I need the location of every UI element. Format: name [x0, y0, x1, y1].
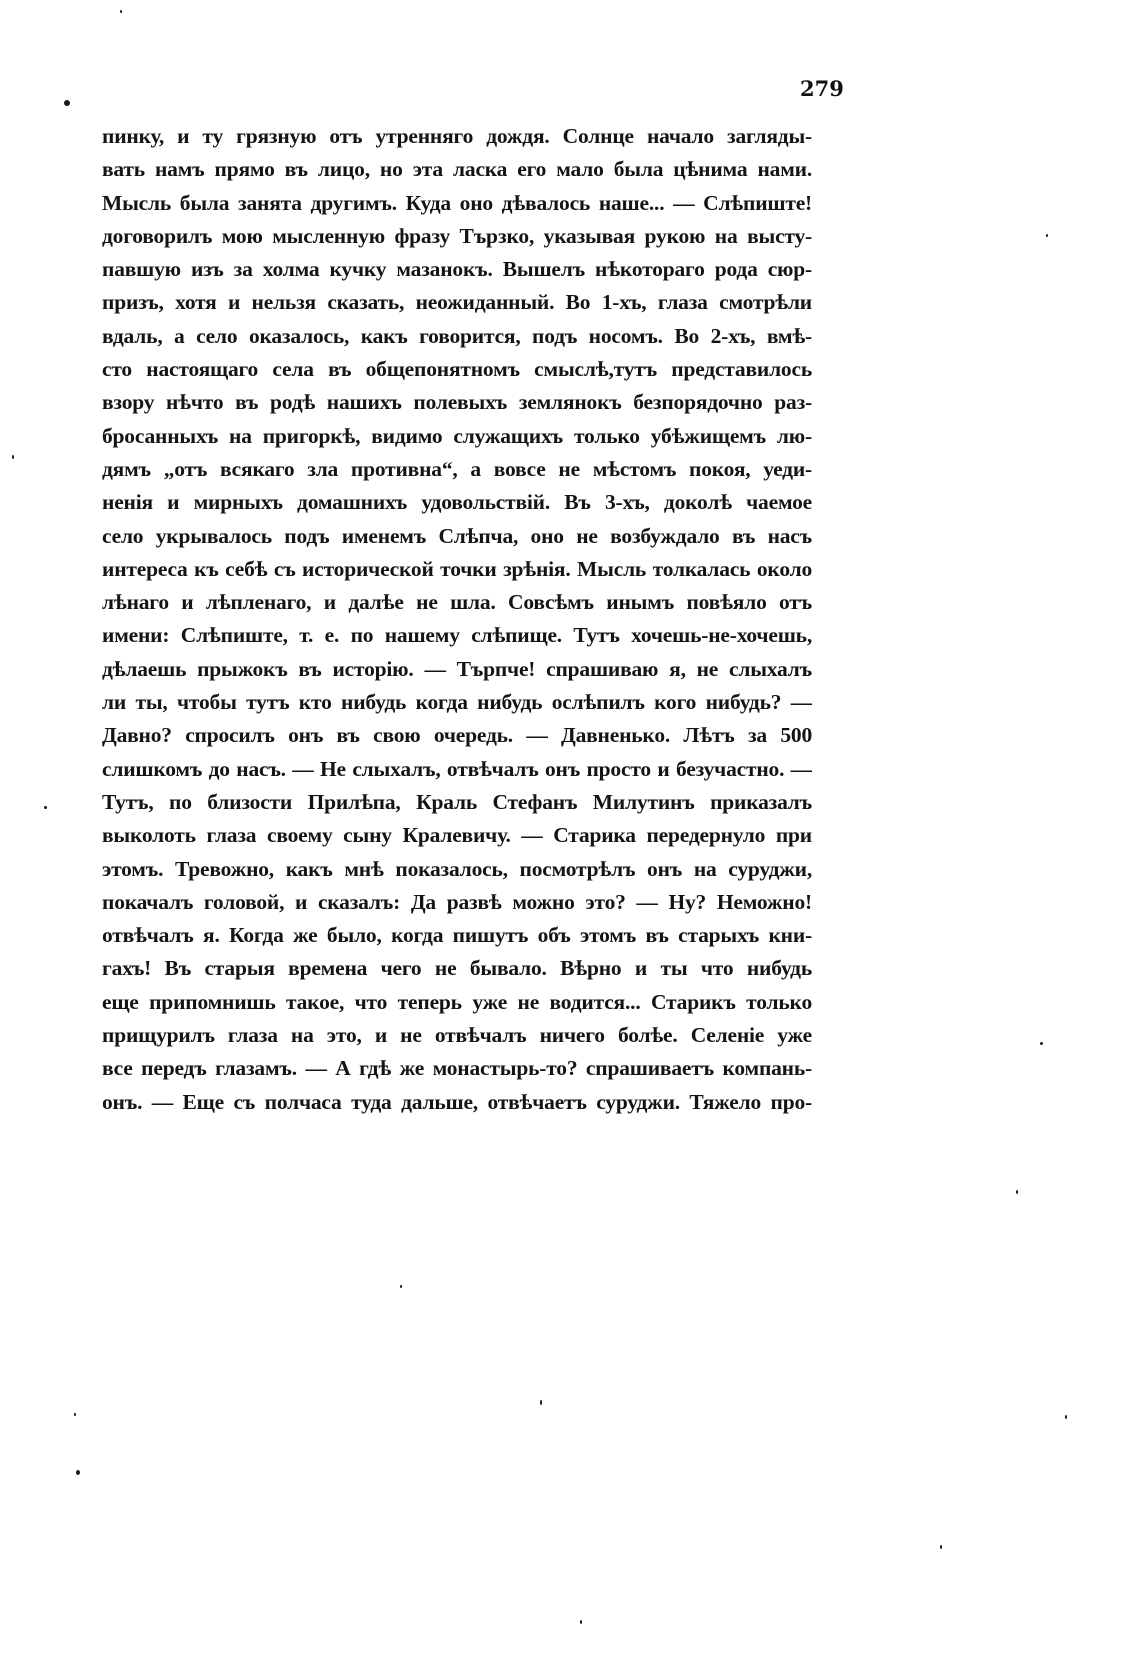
text-line: онъ. — Еще съ полчаса туда дальше, отвѣчаетъ суруджи. Тяжело про- — [102, 1089, 812, 1114]
scan-speck — [1016, 1190, 1018, 1194]
scan-speck — [64, 100, 70, 106]
text-line: договорилъ мою мысленную фразу Тързко, указывая рукою на высту- — [102, 223, 812, 248]
text-line: еще припомнишь такое, что теперь уже не водится... Старикъ только — [102, 989, 812, 1014]
scan-speck — [74, 1413, 76, 1416]
text-line: покачалъ головой, и сказалъ: Да развѣ можно это? — Ну? Неможно! — [102, 889, 812, 914]
text-line: выколоть глаза своему сыну Кралевичу. — Старика передернуло при — [102, 823, 812, 848]
text-line: ненія и мирныхъ домашнихъ удовольствій. Въ 3-хъ, доколѣ чаемое — [102, 490, 812, 515]
text-line: дѣлаешь прыжокъ въ исторію. — Търпче! спрашиваю я, не слыхалъ — [102, 656, 812, 681]
scan-speck — [400, 1285, 402, 1288]
scan-speck — [44, 806, 47, 809]
text-line: все передъ глазамъ. — А гдѣ же монастырь-то? спрашиваетъ компань- — [102, 1056, 812, 1081]
text-line: гахъ! Въ старыя времена чего не бывало. Вѣрно и ты что нибудь — [102, 956, 812, 981]
text-line: лѣнаго и лѣпленаго, и далѣе не шла. Совсѣмъ инымъ повѣяло отъ — [102, 590, 812, 615]
text-line: Мысль была занята другимъ. Куда оно дѣвалось наше... — Слѣпиште! — [102, 190, 812, 215]
scan-speck — [76, 1470, 80, 1475]
text-line: вать намъ прямо въ лицо, но эта ласка его мало была цѣнима нами. — [102, 157, 812, 182]
text-line: сто настоящаго села въ общепонятномъ смыслѣ,тутъ представилось — [102, 357, 812, 382]
scan-speck — [540, 1400, 542, 1405]
scan-speck — [1065, 1415, 1067, 1419]
page-number: 279 — [800, 76, 844, 101]
scan-speck — [580, 1620, 582, 1624]
text-line: Тутъ, по близости Прилѣпа, Краль Стефанъ Милутинъ приказалъ — [102, 789, 812, 814]
body-text — [102, 120, 812, 1119]
text-line: Давно? спросилъ онъ въ свою очередь. — Давненько. Лѣтъ за 500 — [102, 723, 812, 748]
scan-speck — [1040, 1042, 1043, 1045]
text-line: вдаль, а село оказалось, какъ говорится, подъ носомъ. Во 2-хъ, вмѣ- — [102, 323, 812, 348]
text-line: этомъ. Тревожно, какъ мнѣ показалось, посмотрѣлъ онъ на суруджи, — [102, 856, 812, 881]
text-line: призъ, хотя и нельзя сказать, неожиданный. Во 1-хъ, глаза смотрѣли — [102, 290, 812, 315]
scan-speck — [940, 1545, 942, 1549]
text-line: павшую изъ за холма кучку мазанокъ. Вышелъ нѣкотораго рода сюр- — [102, 257, 812, 282]
scan-speck — [120, 10, 122, 13]
text-line: слишкомъ до насъ. — Не слыхалъ, отвѣчалъ онъ просто и безучастно. — — [102, 756, 812, 781]
text-line: прищурилъ глаза на это, и не отвѣчалъ ничего болѣе. Селеніе уже — [102, 1023, 812, 1048]
text-line: бросанныхъ на пригоркѣ, видимо служащихъ только убѣжищемъ лю- — [102, 423, 812, 448]
text-line: пинку, и ту грязную отъ утренняго дождя. Солнце начало загляды- — [102, 124, 812, 148]
text-line: интереса къ себѣ съ исторической точки зрѣнія. Мысль толкалась около — [102, 556, 812, 581]
text-line: дямъ „отъ всякаго зла противна“, а вовсе не мѣстомъ покоя, уеди- — [102, 456, 812, 481]
text-line: село укрывалось подъ именемъ Слѣпча, оно не возбуждало въ насъ — [102, 523, 812, 548]
text-line: взору нѣчто въ родѣ нашихъ полевыхъ землянокъ безпорядочно раз- — [102, 390, 812, 415]
scan-speck — [1046, 234, 1048, 237]
scan-speck — [12, 455, 14, 459]
text-line: ли ты, чтобы тутъ кто нибудь когда нибудь ослѣпилъ кого нибудь? — — [102, 690, 812, 715]
text-line: имени: Слѣпиште, т. е. по нашему слѣпище. Тутъ хочешь-не-хочешь, — [102, 623, 812, 648]
text-line: отвѣчалъ я. Когда же было, когда пишутъ объ этомъ въ старыхъ кни- — [102, 923, 812, 948]
